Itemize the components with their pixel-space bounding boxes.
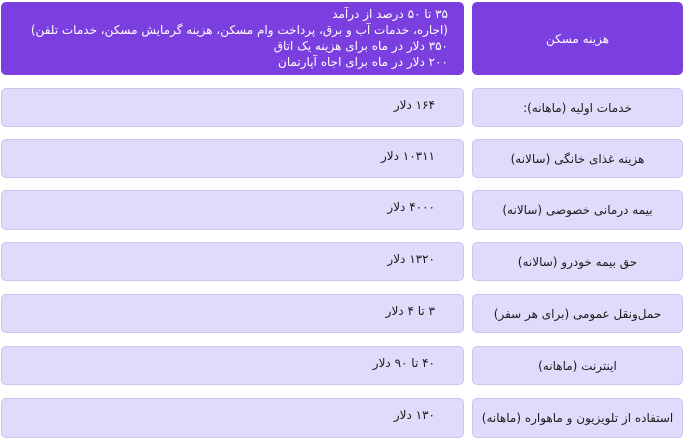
table-row	[0, 294, 684, 333]
row-value-cell	[1, 398, 464, 438]
header-label: هزینه مسکن	[545, 31, 610, 46]
row-value: ۴۰۰۰ دلار	[387, 200, 435, 214]
row-label: اینترنت (ماهانه)	[538, 358, 617, 373]
row-label-cell	[472, 190, 683, 230]
table-row	[0, 190, 684, 230]
row-label: استفاده از تلویزیون و ماهواره (ماهانه)	[481, 411, 674, 425]
row-label-cell	[472, 139, 683, 178]
header-line-3: ۳۵۰ دلار در ماه برای هزینه یک اتاق	[273, 39, 448, 53]
header-label-cell	[472, 2, 683, 75]
row-value: ۱۳۲۰ دلار	[387, 252, 435, 266]
row-label-cell	[472, 346, 683, 385]
row-value: ۴۰ تا ۹۰ دلار	[372, 356, 435, 370]
table-row	[0, 242, 684, 281]
header-line-4: ۲۰۰ دلار در ماه برای اجاه آپارتمان	[278, 55, 448, 69]
row-value-cell	[1, 88, 464, 127]
row-label: بیمه درمانی خصوصی (سالانه)	[502, 203, 653, 217]
row-value: ۱۰۳۱۱ دلار	[380, 149, 435, 163]
row-label: حمل‌ونقل عمومی (برای هر سفر)	[493, 306, 662, 321]
row-value-cell	[1, 294, 464, 333]
row-value-cell	[1, 139, 464, 178]
table-row	[0, 398, 684, 438]
header-line-2: (اجاره، خدمات آب و برق، پرداخت وام مسکن، هزینه گرمایش مسکن، خدمات تلفن)	[30, 23, 448, 37]
row-value-cell	[1, 346, 464, 385]
row-value: ۳ تا ۴ دلار	[385, 304, 435, 318]
row-value: ۱۳۰ دلار	[393, 408, 435, 422]
header-value-cell	[1, 2, 464, 75]
row-value-cell	[1, 242, 464, 281]
row-label: خدمات اولیه (ماهانه):	[523, 100, 632, 115]
row-value: ۱۶۴ دلار	[393, 98, 435, 112]
row-label-cell	[472, 294, 683, 333]
row-label: حق بیمه خودرو (سالانه)	[517, 254, 638, 269]
table-row	[0, 139, 684, 178]
row-value-cell	[1, 190, 464, 230]
row-label-cell	[472, 398, 683, 438]
header-line-1: ۳۵ تا ۵۰ درصد از درآمد	[332, 7, 448, 21]
row-label-cell	[472, 242, 683, 281]
row-label: هزینه غذای خانگی (سالانه)	[510, 151, 645, 166]
row-label-cell	[472, 88, 683, 127]
table-row	[0, 88, 684, 127]
table-row	[0, 346, 684, 385]
header-row	[0, 2, 684, 75]
